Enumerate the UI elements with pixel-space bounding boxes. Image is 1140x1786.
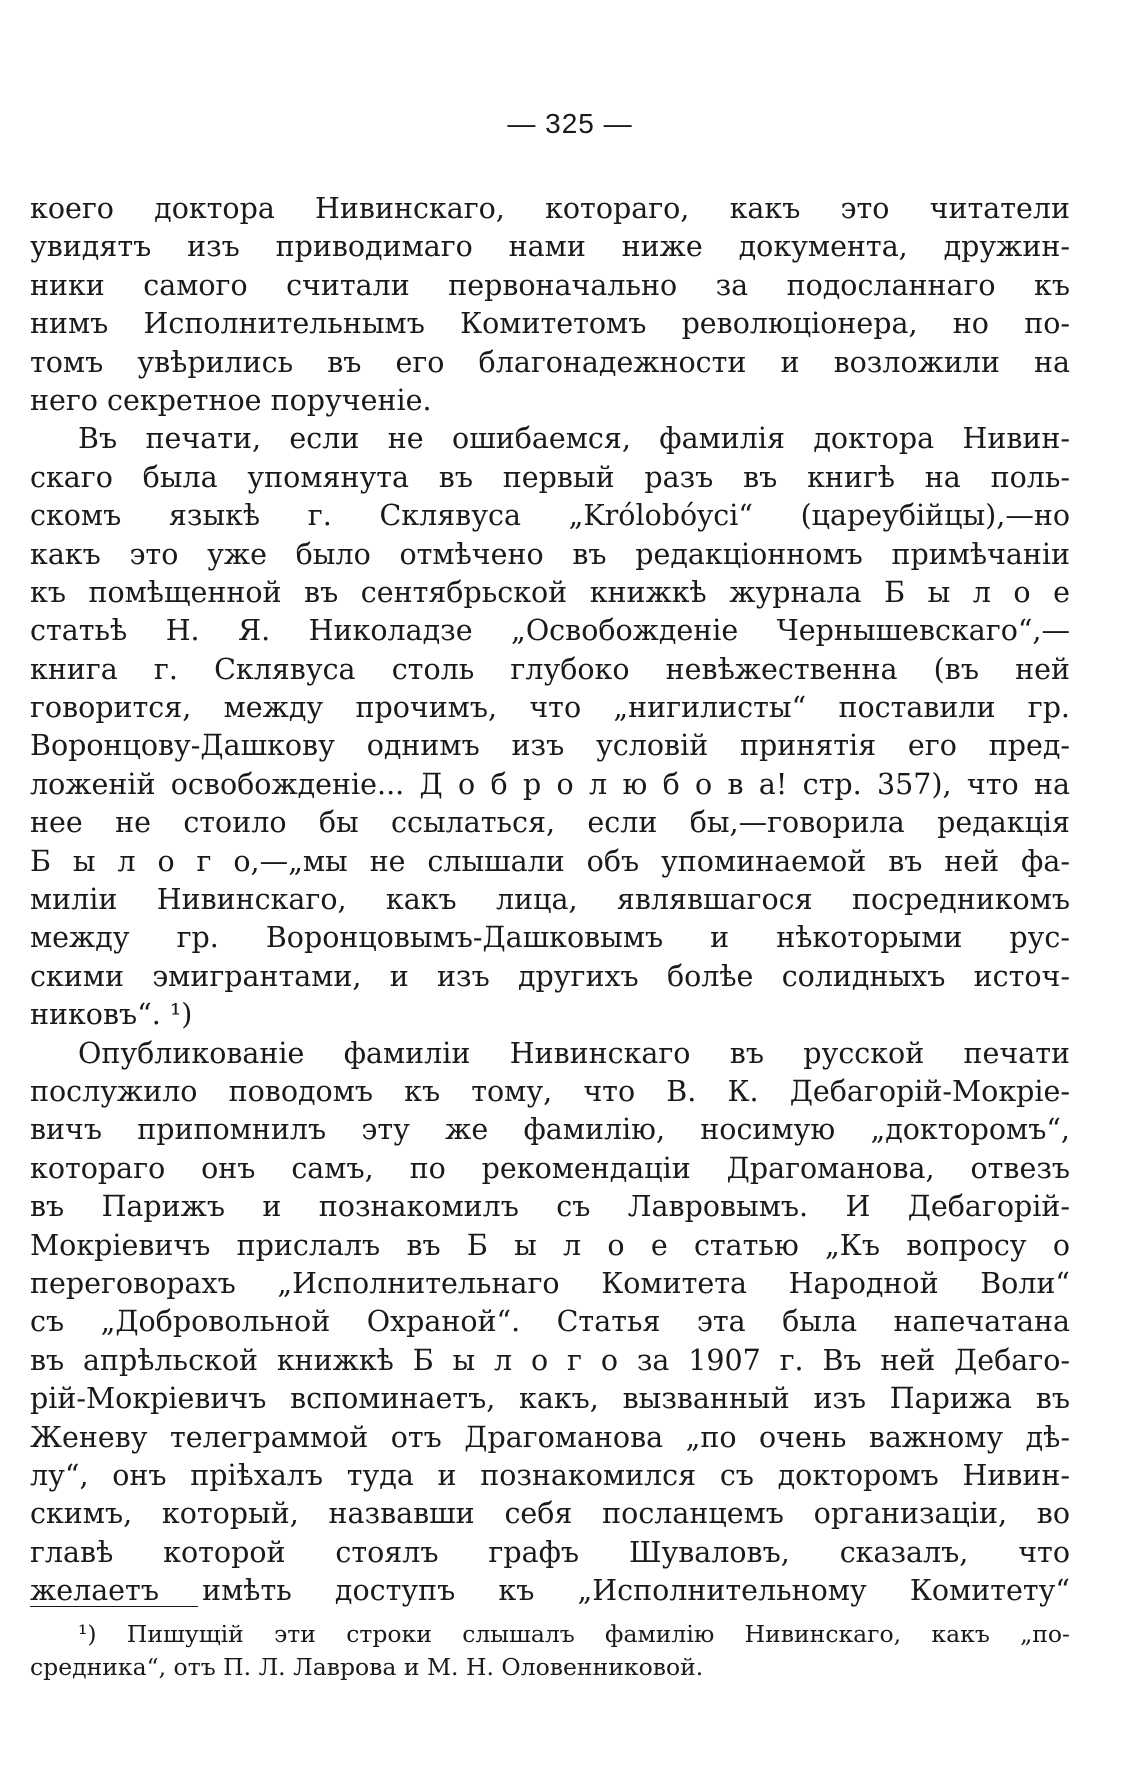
text-line: Воронцову-Дашкову однимъ изъ условій принятія его пред- bbox=[30, 729, 1070, 763]
text-line: скимъ, который, назвавши себя посланцемъ организаціи, во bbox=[30, 1497, 1070, 1531]
text-line: Мокріевичъ прислалъ въ Б ы л о е статью „Къ вопросу о bbox=[30, 1228, 1070, 1262]
text-line: Женеву телеграммой отъ Драгоманова „по очень важному дѣ- bbox=[30, 1420, 1070, 1454]
text-line: Въ печати, если не ошибаемся, фамилія доктора Нивин- bbox=[78, 422, 1070, 456]
text-line: лу“, онъ пріѣхалъ туда и познакомился съ докторомъ Нивин- bbox=[30, 1458, 1070, 1492]
text-line: скими эмигрантами, и изъ другихъ болѣе солидныхъ источ- bbox=[30, 959, 1070, 993]
page-number: — 325 — bbox=[507, 108, 633, 139]
body-text bbox=[30, 190, 1070, 1610]
text-line: какъ это уже было отмѣчено въ редакціонномъ примѣчаніи bbox=[30, 537, 1070, 571]
text-line: нее не стоило бы ссылаться, если бы,—говорила редакція bbox=[30, 806, 1070, 840]
text-line: въ апрѣльской книжкѣ Б ы л о г о за 1907 г. Въ ней Дебаго- bbox=[30, 1343, 1070, 1377]
text-line: увидятъ изъ приводимаго нами ниже документа, дружин- bbox=[30, 230, 1070, 264]
text-line: съ „Добровольной Охраной“. Статья эта была напечатана bbox=[30, 1305, 1070, 1339]
text-line: рій-Мокріевичъ вспоминаетъ, какъ, вызванный изъ Парижа въ bbox=[30, 1382, 1070, 1416]
footnote-divider bbox=[30, 1606, 198, 1607]
text-line: котораго онъ самъ, по рекомендаціи Драгоманова, отвезъ bbox=[30, 1151, 1070, 1185]
text-line: книга г. Склявуса столь глубоко невѣжественна (въ ней bbox=[30, 652, 1070, 686]
text-line: скомъ языкѣ г. Склявуса „Królobóyci“ (цареубійцы),—но bbox=[30, 499, 1070, 533]
text-line: нимъ Исполнительнымъ Комитетомъ революціонера, но по- bbox=[30, 307, 1070, 341]
text-line: въ Парижъ и познакомилъ съ Лавровымъ. И Дебагорій- bbox=[30, 1190, 1070, 1224]
text-line: говорится, между прочимъ, что „нигилисты“ поставили гр. bbox=[30, 691, 1070, 725]
text-line: къ помѣщенной въ сентябрьской книжкѣ журнала Б ы л о е bbox=[30, 575, 1070, 609]
text-line: коего доктора Нивинскаго, котораго, какъ это читатели bbox=[30, 192, 1070, 225]
footnotes bbox=[30, 1618, 1070, 1684]
footnote-line: средника“, отъ П. Л. Лаврова и М. Н. Оловенниковой. bbox=[30, 1653, 704, 1681]
text-line: послужило поводомъ къ тому, что В. К. Дебагорій-Мокріе- bbox=[30, 1074, 1070, 1108]
text-line: вичъ припомнилъ эту же фамилію, носимую „докторомъ“, bbox=[30, 1113, 1070, 1147]
text-line: никовъ“. ¹) bbox=[30, 998, 193, 1032]
text-line: томъ увѣрились въ его благонадежности и возложили на bbox=[30, 345, 1070, 379]
text-line: Опубликованіе фамиліи Нивинскаго въ русской печати bbox=[78, 1036, 1070, 1070]
text-line: него секретное порученіе. bbox=[30, 383, 432, 417]
text-line: желаетъ имѣть доступъ къ „Исполнительному Комитету“ bbox=[30, 1574, 1070, 1608]
text-line: Б ы л о г о,—„мы не слышали объ упоминаемой въ ней фа- bbox=[30, 844, 1070, 878]
footnote-line: ¹) Пишущій эти строки слышалъ фамилію Нивинскаго, какъ „по- bbox=[78, 1620, 1070, 1648]
text-line: ложеній освобожденіе... Д о б р о л ю б о в а! стр. 357), что на bbox=[30, 767, 1070, 801]
text-line: ники самого считали первоначально за подосланнаго къ bbox=[30, 268, 1070, 302]
text-line: скаго была упомянута въ первый разъ въ книгѣ на поль- bbox=[30, 460, 1070, 494]
text-line: переговорахъ „Исполнительнаго Комитета Народной Воли“ bbox=[30, 1266, 1070, 1300]
text-line: статьѣ Н. Я. Николадзе „Освобожденіе Чернышевскаго“,— bbox=[30, 614, 1070, 648]
text-line: между гр. Воронцовымъ-Дашковымъ и нѣкоторыми рус- bbox=[30, 921, 1070, 955]
text-line: миліи Нивинскаго, какъ лица, являвшагося посредникомъ bbox=[30, 883, 1070, 917]
text-line: главѣ которой стоялъ графъ Шуваловъ, сказалъ, что bbox=[30, 1535, 1070, 1569]
